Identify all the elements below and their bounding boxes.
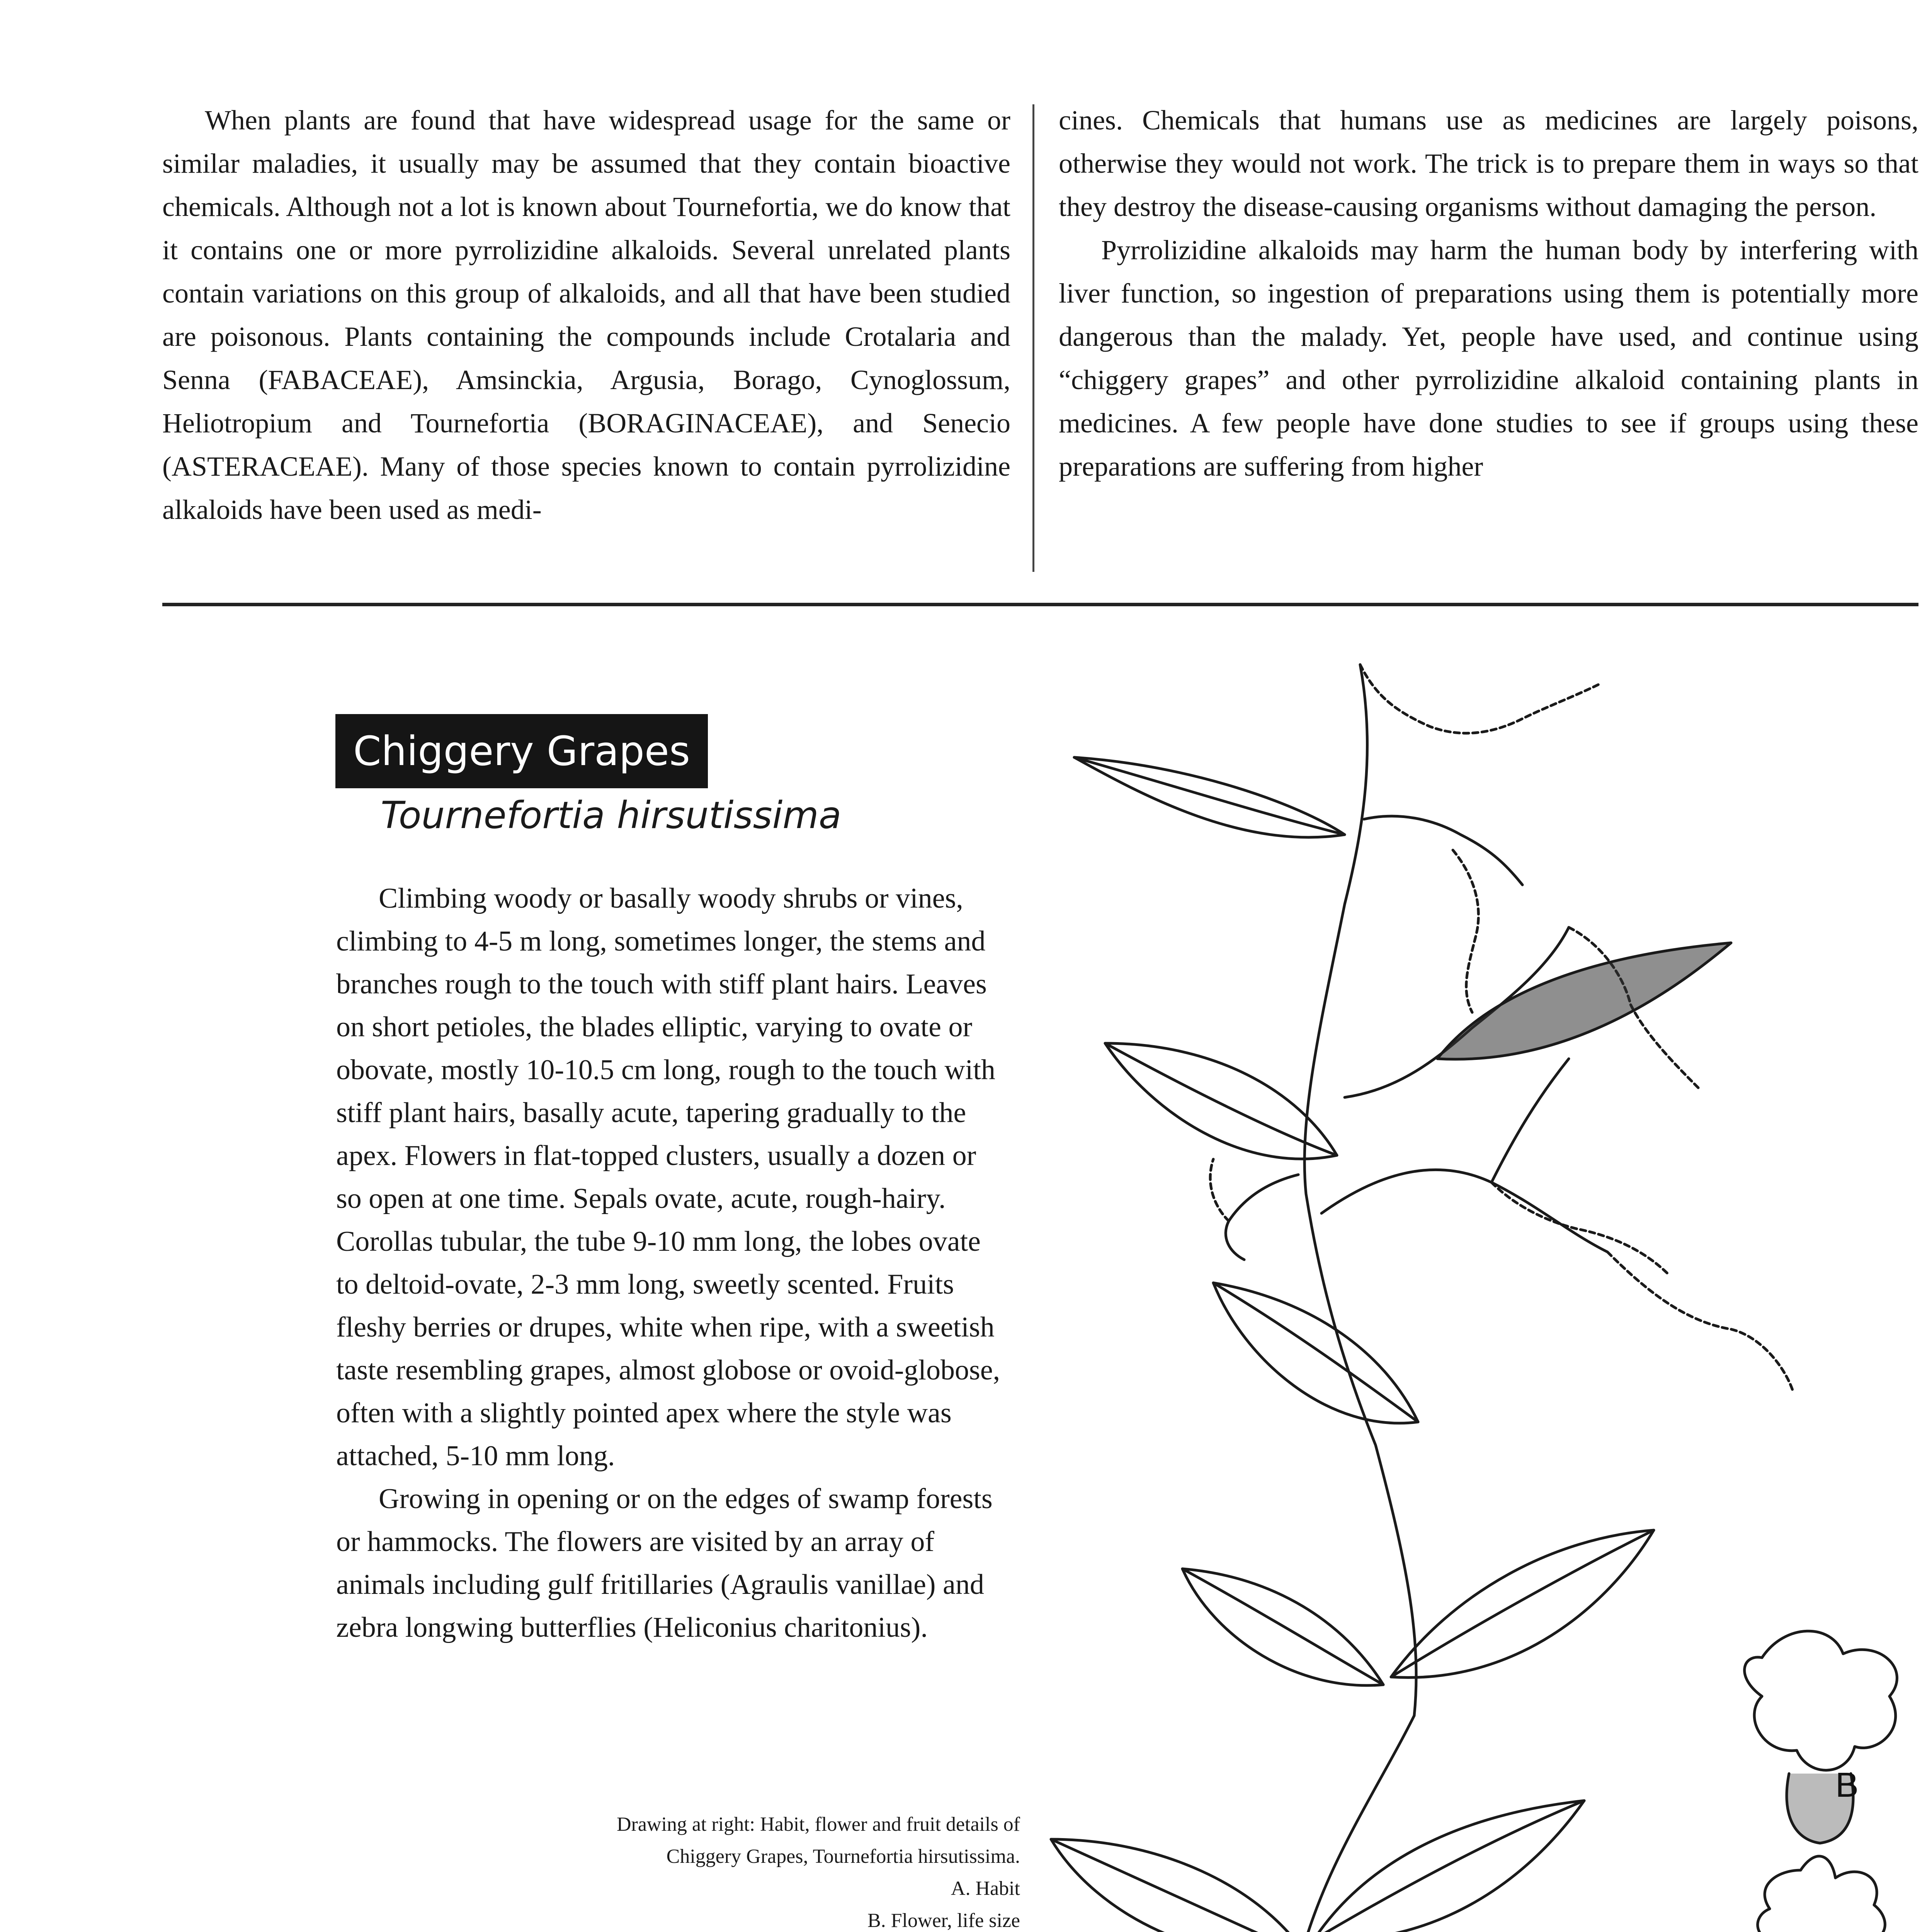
side-branch	[1364, 816, 1522, 885]
leaf	[1314, 1801, 1584, 1932]
legend-item: A. Habit	[951, 1878, 1020, 1900]
intro-paragraph-right-1: cines. Chemicals that humans use as medicines are largely poisons, otherwise they would not work. The trick is to prepare them in ways so that they destroy the disease-causing organisms without damaging the person.	[1059, 105, 1918, 222]
corolla-detail-c	[1758, 1856, 1885, 1932]
leaf	[1182, 1569, 1383, 1685]
legend-intro-line: Drawing at right: Habit, flower and fruit details of	[616, 1813, 1020, 1835]
species-description	[336, 877, 1009, 1649]
legend-item: B. Flower, life size	[867, 1910, 1020, 1932]
side-branch	[1321, 1170, 1607, 1252]
leaf	[1105, 1043, 1337, 1159]
leaf	[1391, 1530, 1654, 1677]
leaf	[1074, 757, 1345, 837]
side-branch	[1226, 1175, 1298, 1260]
label-b: B	[1835, 1766, 1859, 1804]
leaf	[1213, 1283, 1418, 1423]
legend-intro-line: Chiggery Grapes, Tournefortia hirsutissima.	[666, 1845, 1020, 1867]
scientific-name: Tournefortia hirsutissima	[381, 794, 842, 837]
inflorescence	[1360, 665, 1600, 733]
column-divider	[1032, 104, 1034, 572]
description-paragraph-2: Growing in opening or on the edges of swamp forests or hammocks. The flowers are visited by an array of animals including gulf fritillaries (Agraulis vanillae) and zebra longwing butterflies (Heliconius charitonius).	[336, 1483, 993, 1643]
right-text-column	[1059, 99, 1918, 488]
inflorescence	[1210, 1159, 1229, 1221]
section-divider	[162, 603, 1918, 606]
intro-paragraph-left: When plants are found that have widespread usage for the same or similar maladies, it usually may be assumed that they contain bioactive chemicals. Although not a lot is known about Tournefortia, we do know that it contains one or more pyrrolizidine alkaloids. Several unrelated plants contain variations on this group of alkaloids, and all that have been studied are poisonous. Plants containing the compounds include Crotalaria and Senna (FABACEAE), Amsinckia, Argusia, Borago, Cynoglossum, Heliotropium and Tournefortia (BORAGINACEAE), and Senecio (ASTERACEAE). Many of those species known to contain pyrrolizidine alkaloids have been used as medi-	[162, 105, 1010, 525]
inflorescence	[1607, 1252, 1793, 1391]
drawing-legend	[495, 1808, 1020, 1932]
botanical-illustration	[1028, 634, 1932, 1932]
sidebar-title: Chiggery Grapes	[335, 714, 708, 788]
leaf-shaded	[1437, 943, 1731, 1059]
left-text-column	[162, 99, 1010, 531]
description-paragraph-1: Climbing woody or basally woody shrubs or vines, climbing to 4-5 m long, sometimes longer, the stems and branches rough to the touch with stiff plant hairs. Leaves on short petioles, the blades elliptic, varying to ovate or obovate, mostly 10-10.5 cm long, rough to the touch with stiff plant hairs, basally acute, tapering gradually to the apex. Flowers in flat-topped clusters, usually a dozen or so open at one time. Sepals ovate, acute, rough-hairy. Corollas tubular, the tube 9-10 mm long, the lobes ovate to deltoid-ovate, 2-3 mm long, sweetly scented. Fruits fleshy berries or drupes, white when ripe, with a sweetish taste resembling grapes, almost globose or ovoid-globose, often with a slightly pointed apex where the style was attached, 5-10 mm long.	[336, 883, 1000, 1472]
inflorescence	[1453, 850, 1478, 1012]
intro-paragraph-right-2: Pyrrolizidine alkaloids may harm the human body by interfering with liver function, so ingestion of preparations using them is potentially more dangerous than the malady. Yet, people have used, and continue using “chiggery grapes” and other pyrrolizidine alkaloid containing plants in medicines. A few people have done studies to see if groups using these preparations are suffering from higher	[1059, 235, 1918, 482]
leaf	[1051, 1839, 1306, 1932]
side-branch	[1492, 1059, 1569, 1182]
flower-detail-b	[1745, 1631, 1897, 1843]
